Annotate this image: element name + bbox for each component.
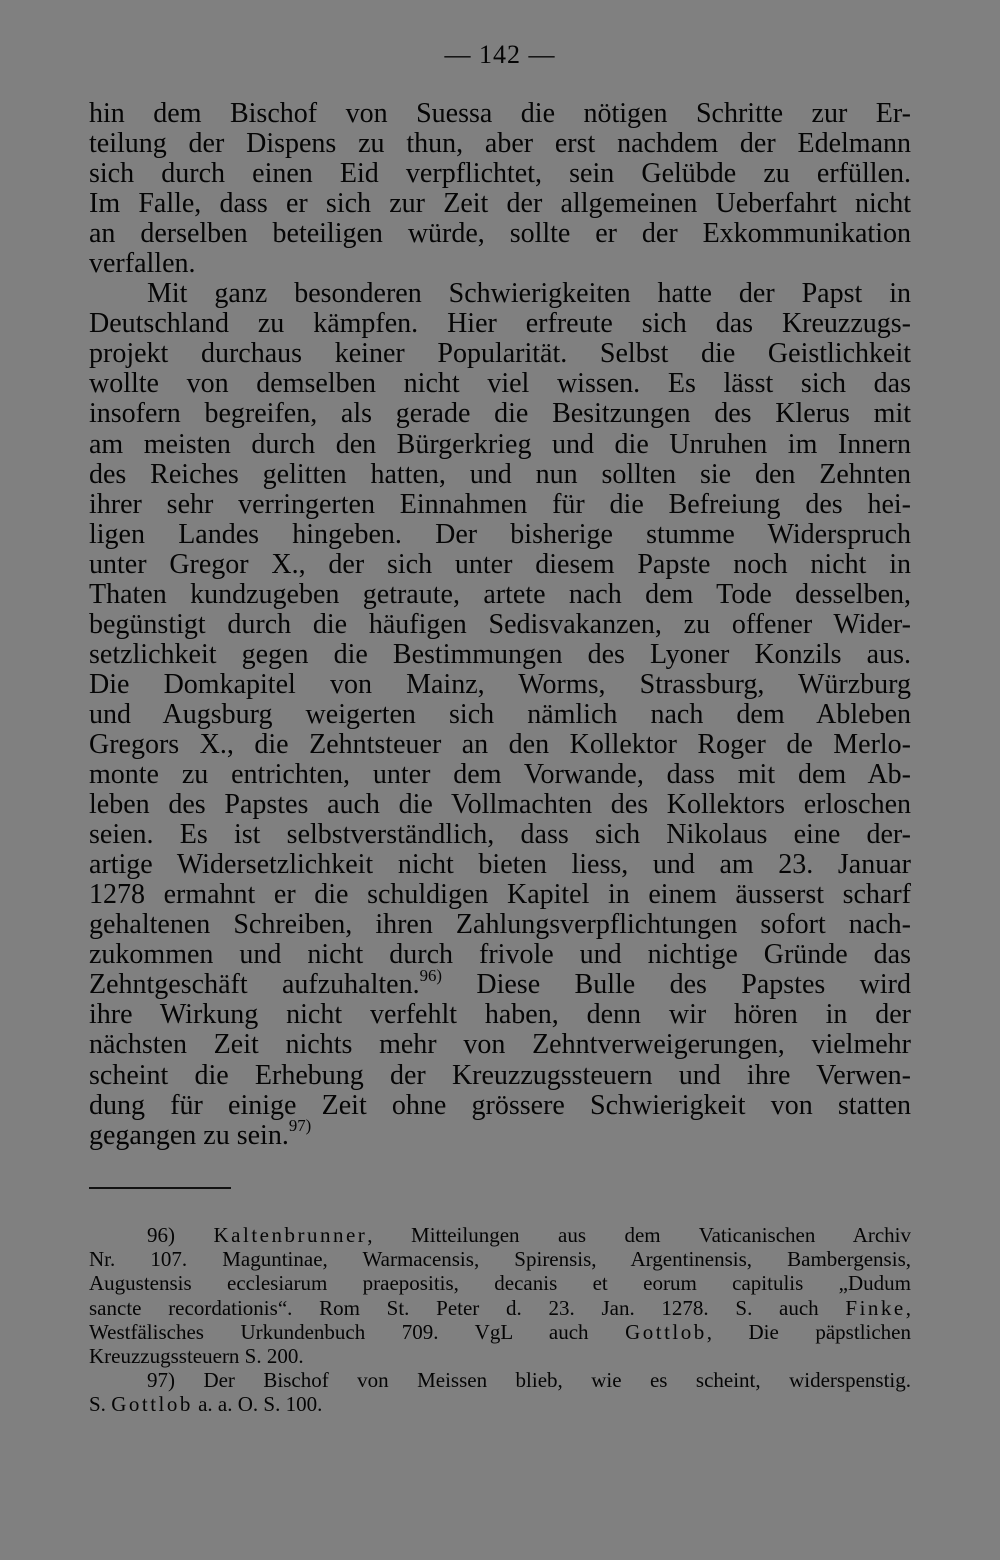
paragraph-2 bbox=[89, 279, 911, 1150]
text-line: verfallen. bbox=[89, 248, 196, 280]
footnote-number: 96) bbox=[147, 1223, 175, 1247]
text-segment: Der Bischof von Meissen blieb, wie es scheint, widerspenstig. bbox=[175, 1368, 911, 1393]
footnote-line bbox=[89, 1392, 911, 1416]
text-line: monte zu entrichten, unter dem Vorwande, dass mit dem Ab- bbox=[89, 759, 911, 791]
text-line: begünstigt durch die häufigen Sedisvakanzen, zu offener Wider- bbox=[89, 608, 911, 640]
paragraph-1 bbox=[89, 99, 911, 279]
text-line: ihre Wirkung nicht verfehlt haben, denn wir hören in der bbox=[89, 999, 911, 1031]
text-segment: a. a. O. S. 100. bbox=[192, 1392, 323, 1417]
text-segment: Westfälisches Urkundenbuch 709. VgL auch bbox=[89, 1319, 626, 1344]
text-line: dung für einige Zeit ohne grössere Schwierigkeit von statten bbox=[89, 1089, 911, 1121]
text-segment: , Die päpstlichen bbox=[706, 1319, 911, 1344]
text-line: am meisten durch den Bürgerkrieg und die Unruhen im Innern bbox=[89, 428, 911, 460]
footnote-97 bbox=[89, 1368, 911, 1416]
footnote-line bbox=[89, 1368, 911, 1392]
text-line: Thaten kundzugeben getraute, artete nach dem Tode desselben, bbox=[89, 578, 911, 610]
text-line: wollte von demselben nicht viel wissen. Es lässt sich das bbox=[89, 368, 911, 400]
text-line: scheint die Erhebung der Kreuzzugssteuern und ihre Verwen- bbox=[89, 1059, 911, 1091]
text-line: zukommen und nicht durch frivole und nichtige Gründe das bbox=[89, 939, 911, 971]
main-text bbox=[89, 99, 911, 1151]
text-line: und Augsburg weigerten sich nämlich nach dem Ableben bbox=[89, 698, 911, 730]
footnote-line: Kreuzzugssteuern S. 200. bbox=[89, 1344, 304, 1369]
text-line: sich durch einen Eid verpflichtet, sein Gelübde zu erfüllen. bbox=[89, 158, 911, 190]
text-line: 1278 ermahnt er die schuldigen Kapitel in einem äusserst scharf bbox=[89, 879, 911, 911]
text-line: ligen Landes hingeben. Der bisherige stumme Widerspruch bbox=[89, 518, 911, 550]
footnote-line bbox=[89, 1223, 911, 1247]
footnote-author: Gottlob bbox=[111, 1392, 193, 1417]
text-line: Die Domkapitel von Mainz, Worms, Strassburg, Würzburg bbox=[89, 668, 911, 700]
text-line: des Reiches gelitten hatten, und nun sollten sie den Zehnten bbox=[89, 458, 911, 490]
text-line: seien. Es ist selbstverständlich, dass sich Nikolaus eine der- bbox=[89, 819, 911, 851]
text-line: Mit ganz besonderen Schwierigkeiten hatte der Papst in bbox=[147, 278, 911, 310]
footnote-divider bbox=[89, 1187, 231, 1189]
text-line: projekt durchaus keiner Popularität. Selbst die Geistlichkeit bbox=[89, 338, 911, 370]
text-segment: sancte recordationis“. Rom St. Peter d. 23. Jan. 1278. S. auch bbox=[89, 1295, 846, 1320]
footnote-author: Finke bbox=[845, 1295, 906, 1320]
text-line-with-footnote-97 bbox=[89, 1115, 911, 1151]
text-line: hin dem Bischof von Suessa die nötigen Schritte zur Er- bbox=[89, 98, 911, 129]
text-line: artige Widersetzlichkeit nicht bieten liess, und am 23. Januar bbox=[89, 849, 911, 881]
footnote-line bbox=[89, 1296, 911, 1320]
text-line: insofern begreifen, als gerade die Besitzungen des Klerus mit bbox=[89, 398, 911, 430]
footnote-line: Nr. 107. Maguntinae, Warmacensis, Spirensis, Argentinensis, Bambergensis, bbox=[89, 1247, 911, 1272]
footnote-author: Gottlob bbox=[625, 1319, 707, 1344]
text-line: an derselben beteiligen würde, sollte er der Exkommunikation bbox=[89, 218, 911, 250]
text-line: unter Gregor X., der sich unter diesem Papste noch nicht in bbox=[89, 548, 911, 580]
text-line: teilung der Dispens zu thun, aber erst nachdem der Edelmann bbox=[89, 128, 911, 160]
text-line: nächsten Zeit nichts mehr von Zehntverweigerungen, vielmehr bbox=[89, 1029, 911, 1061]
text-line: gehaltenen Schreiben, ihren Zahlungsverpflichtungen sofort nach- bbox=[89, 909, 911, 941]
text-segment: Zehntgeschäft aufzuhalten. bbox=[89, 969, 420, 1001]
text-segment: Diese Bulle des Papstes wird bbox=[441, 969, 912, 1001]
footnote-number: 97) bbox=[147, 1368, 175, 1393]
text-line: ihrer sehr verringerten Einnahmen für die Befreiung des hei- bbox=[89, 488, 911, 520]
footnote-ref-96: 96) bbox=[419, 965, 442, 985]
footnote-96 bbox=[89, 1223, 911, 1368]
text-line-with-footnote-96 bbox=[89, 965, 912, 1001]
footnote-ref-97: 97) bbox=[288, 1115, 312, 1135]
text-segment: , bbox=[905, 1295, 911, 1320]
text-line: setzlichkeit gegen die Bestimmungen des Lyoner Konzils aus. bbox=[89, 638, 911, 670]
footnote-line: Augustensis ecclesiarum praepositis, decanis et eorum capitulis „Dudum bbox=[89, 1271, 911, 1296]
text-line: Gregors X., die Zehntsteuer an den Kollektor Roger de Merlo- bbox=[89, 728, 911, 760]
footnotes bbox=[89, 1223, 911, 1417]
footnote-line bbox=[89, 1320, 911, 1344]
page-number: — 142 — bbox=[444, 40, 556, 69]
footnote-author: Kaltenbrunner bbox=[213, 1223, 368, 1247]
text-line: Im Falle, dass er sich zur Zeit der allgemeinen Ueberfahrt nicht bbox=[89, 188, 911, 220]
text-line: Deutschland zu kämpfen. Hier erfreute sich das Kreuzzugs- bbox=[89, 308, 911, 340]
text-segment: , Mitteilungen aus dem Vaticanischen Archiv bbox=[367, 1223, 912, 1247]
text-segment: gegangen zu sein. bbox=[89, 1119, 289, 1151]
text-line: leben des Papstes auch die Vollmachten des Kollektors erloschen bbox=[89, 789, 911, 821]
text-segment: S. bbox=[89, 1392, 112, 1417]
